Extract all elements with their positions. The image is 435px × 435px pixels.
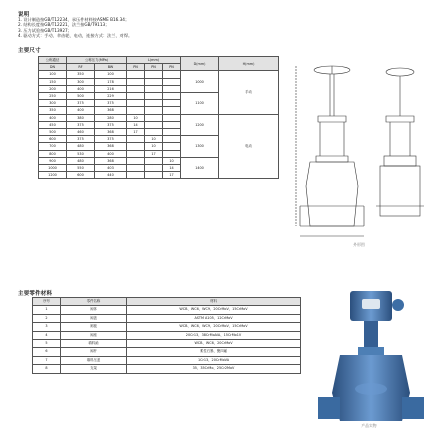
material-index-cell: 8 [33, 365, 61, 373]
material-row [33, 314, 301, 322]
dimension-cell [145, 78, 163, 85]
note-item-3: 3. 压力试验按GB/T13927； [18, 27, 72, 33]
dimension-merged-cell: 1100 [181, 93, 219, 115]
dimension-cell [163, 78, 181, 85]
dimension-cell [127, 107, 145, 114]
dimension-cell: 400 [67, 107, 95, 114]
dimension-cell [127, 172, 145, 179]
dimension-cell: 1000 [39, 165, 67, 172]
dimension-cell [145, 121, 163, 128]
dimension-cell [127, 100, 145, 107]
material-spec-cell: WCB、WC6、WC9、20CrMoV、15CrMoV [127, 323, 301, 331]
outline-caption: 外形图 [353, 242, 365, 247]
material-row [33, 323, 301, 331]
valve-photo-panel [310, 285, 428, 430]
dimension-row [39, 71, 279, 78]
dimension-cell: 460 [67, 129, 95, 136]
dimension-cell: 500 [39, 129, 67, 136]
dimension-merged-cell: 1300 [181, 136, 219, 158]
dimension-row [39, 114, 279, 121]
dimension-cell: 368 [95, 143, 127, 150]
dimension-cell [127, 165, 145, 172]
material-part-cell: 填料函 [61, 340, 127, 348]
dimension-merged-cell: 1200 [181, 114, 219, 136]
dim-sub-pn-1: PN [127, 64, 145, 71]
dim-sub-pn-2: PN [145, 64, 163, 71]
photo-caption: 产品实物 [361, 423, 377, 428]
dimension-cell: 10 [145, 143, 163, 150]
dimension-cell: 440 [95, 172, 127, 179]
dimension-cell [163, 107, 181, 114]
note-item-1: 1. 设计制造按GB/T12234、承压件材料按ASME B16.34； [18, 17, 130, 22]
dimension-cell: 17 [145, 150, 163, 157]
dimension-cell [145, 114, 163, 121]
dimension-cell: 550 [67, 165, 95, 172]
dimension-cell [127, 136, 145, 143]
material-table-body [33, 306, 301, 373]
dimension-cell: 450 [39, 121, 67, 128]
note-item-2: 2. 结构长度按GB/T12221，法兰按GB/T9113； [18, 22, 110, 28]
dimension-table-body [39, 71, 279, 179]
dimension-cell: 368 [95, 157, 127, 164]
dimension-cell [127, 143, 145, 150]
dimension-cell: 100 [95, 71, 127, 78]
dimension-merged-cell: 1000 [181, 71, 219, 93]
dimension-cell: 350 [67, 71, 95, 78]
dimension-cell: 150 [39, 78, 67, 85]
dim-header-d: D(mm) [181, 57, 219, 71]
dimension-cell: 900 [39, 157, 67, 164]
dimension-cell [163, 121, 181, 128]
dimension-cell: 700 [39, 143, 67, 150]
material-index-cell: 4 [33, 331, 61, 339]
dimension-cell [145, 107, 163, 114]
dimension-merged-cell: 电动 [219, 114, 279, 179]
material-spec-cell: ASTM A105、12CrMoV [127, 314, 301, 322]
dimension-cell: 375 [67, 121, 95, 128]
dimension-cell: 200 [39, 85, 67, 92]
dimension-merged-cell: 1400 [181, 157, 219, 179]
valve-drawing-panel [290, 56, 428, 256]
note-item-4: 4. 驱动方式：手动、伞齿轮、电动，连接方式：法兰、对焊。 [18, 33, 133, 39]
dimension-cell: 17 [127, 129, 145, 136]
dimension-cell [145, 157, 163, 164]
dimension-cell: 400 [39, 114, 67, 121]
material-part-cell: 填料压盖 [61, 356, 127, 364]
material-part-cell: 阀座 [61, 331, 127, 339]
dimension-cell [127, 71, 145, 78]
dimension-cell: 380 [67, 114, 95, 121]
dim-header-pressure: 公称压力(MPa) [67, 57, 127, 64]
dimension-cell [163, 85, 181, 92]
dimension-cell [127, 150, 145, 157]
dimension-cell [145, 85, 163, 92]
dimension-cell: 10 [163, 157, 181, 164]
material-spec-cell: 20Cr13、38CrMoAlA、15CrMo1V [127, 331, 301, 339]
material-index-cell: 2 [33, 314, 61, 322]
dimension-cell: 600 [67, 172, 95, 179]
dimension-cell [163, 143, 181, 150]
mat-header-index: 序号 [33, 298, 61, 306]
material-table [32, 297, 301, 374]
notes-title: 说明 [18, 12, 30, 18]
dimension-cell: 800 [39, 150, 67, 157]
dimension-cell: 400 [67, 85, 95, 92]
material-spec-cell: WCB、WC6、WC9、20CrMoV、15CrMoV [127, 306, 301, 314]
material-part-cell: 阀盖 [61, 314, 127, 322]
dimension-cell: 530 [67, 150, 95, 157]
dim-sub-dn: DN [39, 64, 67, 71]
dimension-cell [127, 85, 145, 92]
material-part-cell: 阀体 [61, 306, 127, 314]
dimension-cell: 17 [163, 172, 181, 179]
dimension-merged-cell: 手动 [219, 71, 279, 114]
valve-photo [310, 285, 428, 430]
material-part-cell: 支架 [61, 365, 127, 373]
dimension-cell: 300 [39, 100, 67, 107]
material-spec-cell: WCB、WC6、20CrMoV [127, 340, 301, 348]
dimension-cell [163, 100, 181, 107]
dimension-cell [163, 136, 181, 143]
dimension-cell: 280 [95, 114, 127, 121]
dimension-cell: 100 [39, 71, 67, 78]
dimension-cell: 368 [95, 107, 127, 114]
material-index-cell: 3 [33, 323, 61, 331]
dimension-cell: 480 [67, 143, 95, 150]
dimension-cell [145, 71, 163, 78]
mat-header-part: 零件名称 [61, 298, 127, 306]
material-part-cell: 阀杆 [61, 348, 127, 356]
material-row [33, 331, 301, 339]
dim-sub-rf: RF [67, 64, 95, 71]
dimension-cell: 600 [39, 136, 67, 143]
dimension-cell: 350 [39, 107, 67, 114]
dimension-cell [127, 78, 145, 85]
dim-header-h: H(mm) [219, 57, 279, 71]
dimension-cell: 250 [39, 93, 67, 100]
dimension-cell: 10 [145, 136, 163, 143]
dimension-cell: 375 [67, 136, 95, 143]
material-index-cell: 6 [33, 348, 61, 356]
dimension-cell: 368 [95, 129, 127, 136]
dimension-cell: 480 [67, 157, 95, 164]
dimension-cell: 229 [95, 93, 127, 100]
dim-header-l: L(mm) [127, 57, 181, 64]
dimension-cell: 375 [95, 100, 127, 107]
dimension-cell [127, 157, 145, 164]
dimension-cell: 375 [67, 100, 95, 107]
dimension-cell: 375 [95, 121, 127, 128]
dim-sub-pn-3: PN [163, 64, 181, 71]
dimension-cell [163, 93, 181, 100]
material-spec-cell: 柔性石墨、聚四氟 [127, 348, 301, 356]
dimension-cell [145, 100, 163, 107]
material-index-cell: 1 [33, 306, 61, 314]
material-row [33, 348, 301, 356]
dimension-cell: 400 [95, 150, 127, 157]
dimension-cell [163, 114, 181, 121]
dimension-cell: 1200 [39, 172, 67, 179]
dimension-cell [163, 71, 181, 78]
dimension-cell [127, 93, 145, 100]
dim-sub-bw: BW [95, 64, 127, 71]
dimension-cell: 216 [95, 85, 127, 92]
dimension-cell [145, 172, 163, 179]
dimension-cell [163, 150, 181, 157]
dimension-cell: 178 [95, 78, 127, 85]
material-spec-cell: 1Cr13、20CrMoVA [127, 356, 301, 364]
dimension-cell: 375 [95, 136, 127, 143]
material-row [33, 340, 301, 348]
material-spec-cell: 35、35CrMo、25Cr2MoV [127, 365, 301, 373]
material-index-cell: 5 [33, 340, 61, 348]
material-part-cell: 闸板 [61, 323, 127, 331]
dimension-table [38, 56, 279, 179]
dimension-cell: 300 [67, 78, 95, 85]
dimension-cell [145, 93, 163, 100]
dimension-cell: 403 [95, 165, 127, 172]
dimension-cell: 10 [127, 114, 145, 121]
dimension-cell [145, 129, 163, 136]
material-index-cell: 7 [33, 356, 61, 364]
dimension-cell: 14 [127, 121, 145, 128]
dim-header-dn: 公称通径 [39, 57, 67, 64]
material-row [33, 356, 301, 364]
valve-outline-drawing [290, 56, 428, 256]
dimension-cell: 14 [163, 165, 181, 172]
material-table-title: 主要零件材料 [18, 291, 53, 297]
dimension-cell [145, 165, 163, 172]
dimension-table-title: 主要尺寸 [18, 48, 41, 54]
dimension-cell: 500 [67, 93, 95, 100]
material-row [33, 306, 301, 314]
notes-list [18, 17, 132, 39]
material-row [33, 365, 301, 373]
mat-header-material: 材料 [127, 298, 301, 306]
dimension-cell [163, 129, 181, 136]
